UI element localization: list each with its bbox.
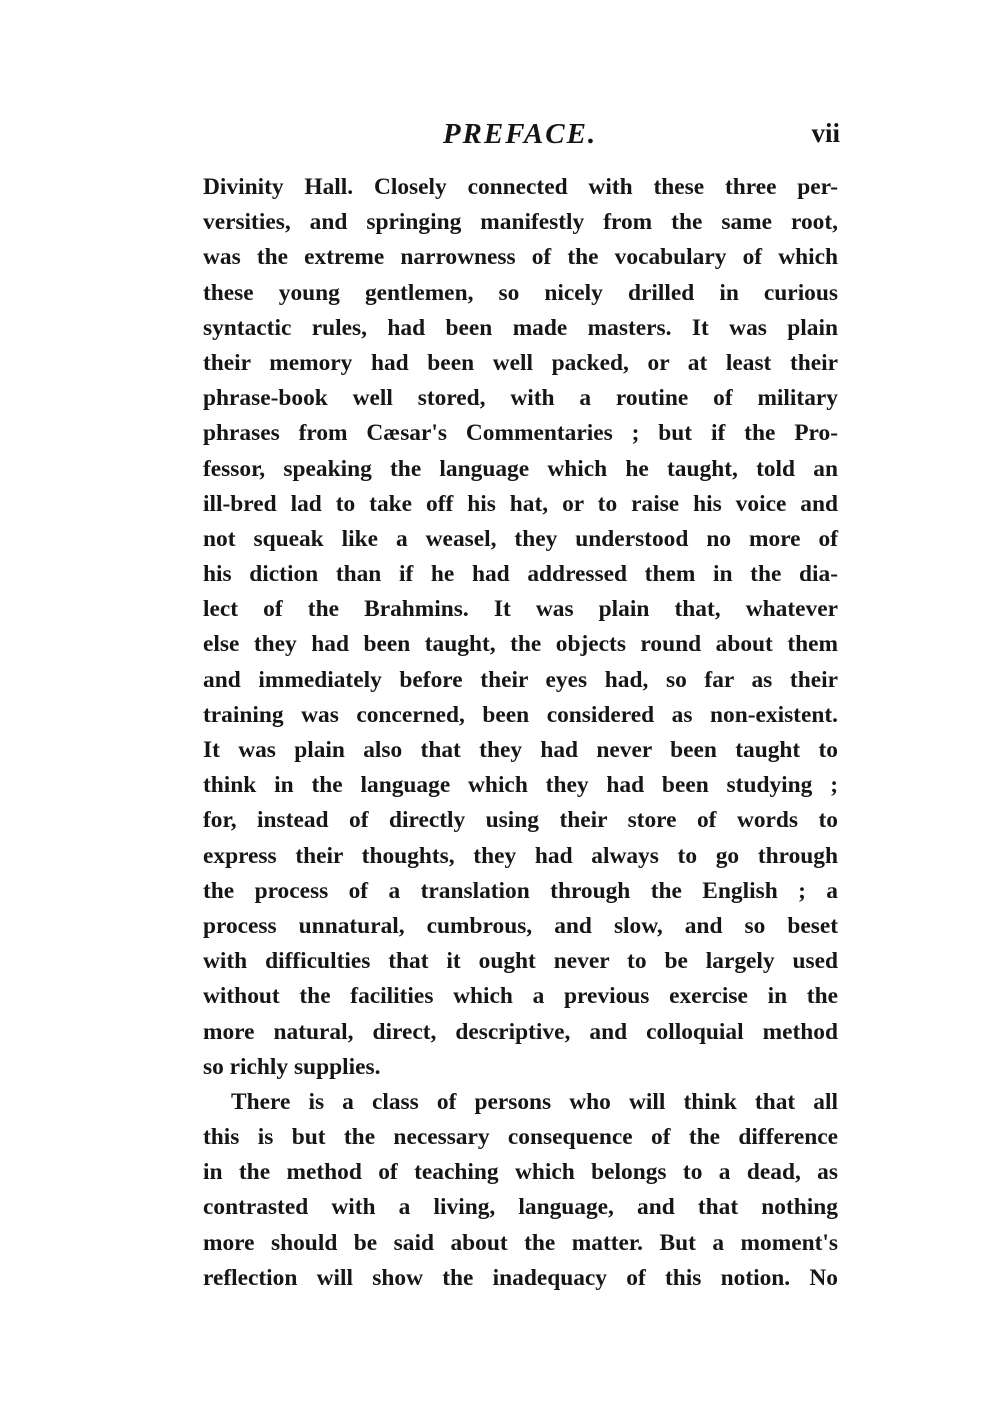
text-line: so richly supplies. — [203, 1053, 381, 1080]
text-line: for, instead of directly using their store of words to — [203, 807, 838, 834]
text-line: more should be said about the matter. But a moment's — [203, 1229, 838, 1256]
running-title: PREFACE. — [442, 118, 598, 150]
text-line: with difficulties that it ought never to be largely used — [203, 948, 838, 975]
text-line: his diction than if he had addressed them in the dia- — [203, 561, 838, 588]
text-line: express their thoughts, they had always to go through — [203, 842, 838, 869]
text-line: the process of a translation through the English ; a — [203, 877, 838, 904]
text-line: reflection will show the inadequacy of this notion. No — [203, 1264, 838, 1291]
text-line: phrase-book well stored, with a routine of military — [203, 385, 838, 412]
text-line: without the facilities which a previous exercise in the — [203, 983, 838, 1010]
text-line: versities, and springing manifestly from the same root, — [203, 209, 838, 236]
text-line: more natural, direct, descriptive, and colloquial method — [203, 1018, 838, 1045]
text-line: in the method of teaching which belongs to a dead, as — [203, 1159, 838, 1186]
text-line: phrases from Cæsar's Commentaries ; but if the Pro- — [203, 420, 838, 447]
text-line: and immediately before their eyes had, so far as their — [203, 666, 838, 693]
body-text — [203, 170, 838, 1296]
text-line: think in the language which they had been studying ; — [203, 772, 838, 799]
page-number: vii — [811, 118, 840, 148]
text-line: ill-bred lad to take off his hat, or to raise his voice and — [203, 490, 838, 517]
text-line: It was plain also that they had never been taught to — [203, 737, 838, 763]
text-line: contrasted with a living, language, and that nothing — [203, 1194, 838, 1221]
text-line: fessor, speaking the language which he taught, told an — [203, 455, 838, 482]
text-line: this is but the necessary consequence of the difference — [203, 1124, 838, 1151]
text-line: these young gentlemen, so nicely drilled in curious — [203, 279, 838, 306]
paragraph-1 — [203, 170, 838, 1085]
text-line: not squeak like a weasel, they understood no more of — [203, 525, 838, 552]
text-line: There is a class of persons who will think that all — [231, 1088, 838, 1115]
paragraph-2 — [203, 1085, 838, 1296]
text-line: Divinity Hall. Closely connected with these three per- — [203, 174, 838, 200]
text-line: else they had been taught, the objects round about them — [203, 631, 838, 658]
text-line: syntactic rules, had been made masters. It was plain — [203, 314, 838, 341]
page-header — [200, 118, 840, 158]
text-line: process unnatural, cumbrous, and slow, and so beset — [203, 912, 838, 939]
text-line: lect of the Brahmins. It was plain that, whatever — [203, 596, 838, 623]
text-line: was the extreme narrowness of the vocabulary of which — [203, 244, 838, 271]
text-line: their memory had been well packed, or at least their — [203, 349, 838, 376]
text-line: training was concerned, been considered as non-existent. — [203, 701, 838, 728]
